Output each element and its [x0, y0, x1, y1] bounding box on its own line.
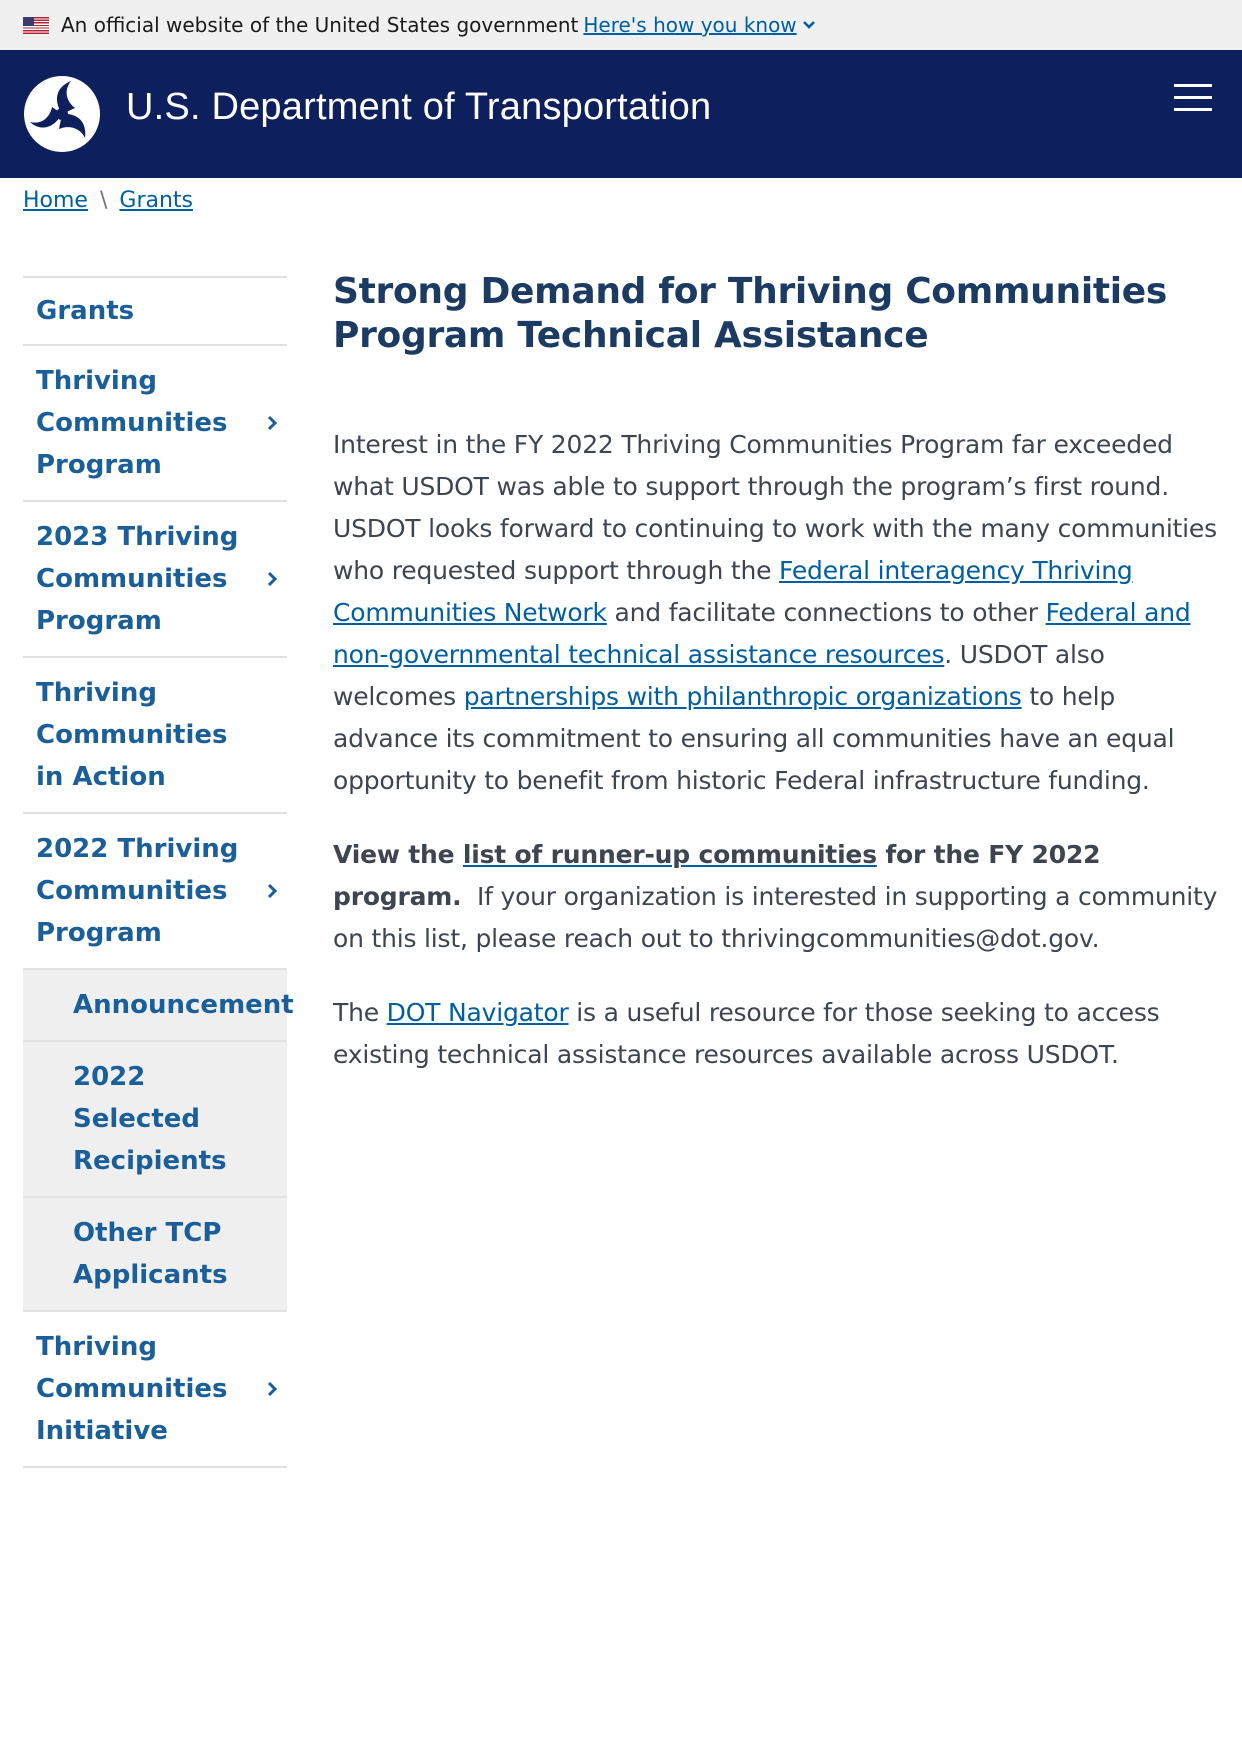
- breadcrumb: [23, 188, 193, 213]
- paragraph-dot-navigator: [333, 992, 1223, 1076]
- sidebar-item-label: Thriving Communities in Action: [36, 678, 228, 792]
- runner-up-link-label: list of runner-up communities: [462, 840, 877, 869]
- paragraph-text: . USDOT also welcomes: [333, 640, 1105, 711]
- chevron-right-icon[interactable]: [263, 570, 281, 588]
- paragraph-runner-up: [333, 834, 1223, 960]
- breadcrumb-home-link[interactable]: Home: [23, 188, 88, 213]
- sidebar-item-thriving-communities-in-action[interactable]: [23, 658, 287, 814]
- sidebar-item-2023-thriving-communities-program[interactable]: [23, 502, 287, 658]
- main-content: [333, 270, 1223, 1076]
- sidebar-item-label: 2022 Thriving Communities Program: [36, 834, 239, 948]
- sidebar-item-label: Thriving Communities Program: [36, 366, 228, 480]
- runner-up-communities-link[interactable]: [463, 840, 877, 869]
- chevron-down-icon[interactable]: [801, 17, 817, 33]
- dot-navigator-link[interactable]: DOT Navigator: [386, 998, 569, 1027]
- chevron-right-icon[interactable]: [263, 414, 281, 432]
- philanthropic-partnerships-link[interactable]: partnerships with philanthropic organizations: [463, 682, 1022, 711]
- sidebar-item-thriving-communities-initiative[interactable]: [23, 1312, 287, 1468]
- sidebar-subitem-announcement[interactable]: Announcement: [23, 970, 287, 1042]
- paragraph-bold-text: View the: [333, 840, 463, 869]
- paragraph-text: If your organization is interested in supporting a community on this list, please reach out to thrivingcommunities@dot.gov.: [333, 882, 1225, 953]
- sidebar-item-grants[interactable]: Grants: [23, 278, 287, 346]
- paragraph-text: is a useful resource for those seeking to access existing technical assistance resources available across USDOT.: [333, 998, 1160, 1069]
- paragraph-text: to help advance its commitment to ensuring all communities have an equal opportunity to benefit from historic Federal infrastructure funding.: [333, 682, 1175, 795]
- us-flag-icon: [23, 17, 49, 34]
- sidebar-nav: [23, 276, 294, 1468]
- sidebar-subitem-2022-selected-recipients[interactable]: 2022 Selected Recipients: [23, 1042, 287, 1198]
- breadcrumb-grants-link[interactable]: Grants: [119, 188, 193, 213]
- paragraph-text: and facilitate connections to other: [606, 598, 1046, 627]
- heres-how-you-know-link[interactable]: Here's how you know: [583, 13, 797, 37]
- sidebar-subitem-other-tcp-applicants[interactable]: Other TCP Applicants: [23, 1198, 287, 1312]
- sidebar-item-label: Thriving Communities Initiative: [36, 1332, 228, 1446]
- thriving-communities-network-link[interactable]: Federal interagency Thriving Communities Network: [333, 556, 1133, 627]
- sidebar-item-label: 2023 Thriving Communities Program: [36, 522, 239, 636]
- site-title[interactable]: U.S. Department of Transportation: [126, 86, 712, 128]
- paragraph-bold-text: for the FY 2022 program.: [333, 840, 1101, 911]
- sidebar-item-2022-thriving-communities-program[interactable]: [23, 814, 287, 970]
- paragraph-text: The: [333, 998, 387, 1027]
- paragraph-interest: [333, 424, 1223, 802]
- sidebar-item-thriving-communities-program[interactable]: [23, 346, 287, 502]
- dot-logo-icon[interactable]: [23, 75, 101, 153]
- chevron-right-icon[interactable]: [263, 882, 281, 900]
- page-title: Strong Demand for Thriving Communities Program Technical Assistance: [333, 271, 1168, 356]
- menu-icon[interactable]: [1174, 80, 1212, 116]
- technical-assistance-resources-link[interactable]: Federal and non-governmental technical assistance resources: [333, 598, 1191, 669]
- chevron-right-icon[interactable]: [263, 1380, 281, 1398]
- gov-banner-text: An official website of the United States government: [61, 13, 579, 37]
- site-header: [0, 50, 1242, 178]
- breadcrumb-separator: \: [99, 188, 108, 213]
- gov-banner: [0, 0, 1242, 50]
- paragraph-text: Interest in the FY 2022 Thriving Communities Program far exceeded what USDOT was able to support through the program’s first round. USDOT looks forward to continuing to work with the many communities who requested support through the: [333, 430, 1217, 585]
